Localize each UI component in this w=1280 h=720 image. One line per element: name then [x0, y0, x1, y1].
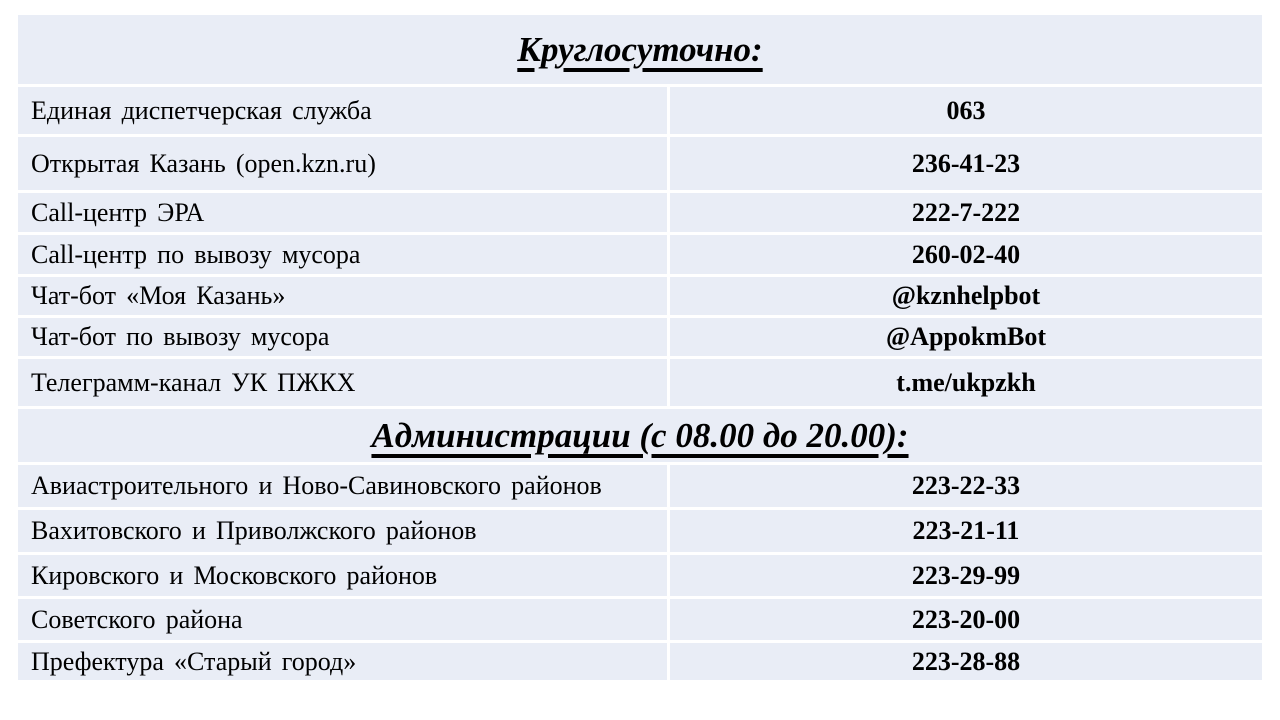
phone-number: 260-02-40 — [670, 235, 1262, 274]
service-row — [18, 137, 1262, 193]
phone-number: 223-29-99 — [670, 555, 1262, 596]
service-row — [18, 359, 1262, 409]
phone-number: 223-20-00 — [670, 599, 1262, 640]
service-name: Кировского и Московского районов — [18, 555, 670, 596]
phone-number: 223-22-33 — [670, 465, 1262, 507]
phone-number: 222-7-222 — [670, 193, 1262, 232]
service-row — [18, 318, 1262, 359]
phone-number: 223-21-11 — [670, 510, 1262, 552]
service-name: Вахитовского и Приволжского районов — [18, 510, 670, 552]
section-header-text: Администрации (с 08.00 до 20.00): — [371, 415, 909, 455]
service-row — [18, 510, 1262, 555]
service-row — [18, 277, 1262, 318]
phone-number: 236-41-23 — [670, 137, 1262, 190]
phone-number: 223-28-88 — [670, 643, 1262, 680]
service-name: Call-центр по вывозу мусора — [18, 235, 670, 274]
service-row — [18, 87, 1262, 137]
service-name: Телеграмм-канал УК ПЖКХ — [18, 359, 670, 406]
section-header — [18, 15, 1262, 87]
service-name: Единая диспетчерская служба — [18, 87, 670, 134]
service-row — [18, 599, 1262, 643]
service-row — [18, 465, 1262, 510]
service-name: Префектура «Старый город» — [18, 643, 670, 680]
section-header — [18, 409, 1262, 465]
service-row — [18, 643, 1262, 683]
phone-number: 063 — [670, 87, 1262, 134]
service-name: Чат-бот по вывозу мусора — [18, 318, 670, 356]
service-name: Чат-бот «Моя Казань» — [18, 277, 670, 315]
service-row — [18, 555, 1262, 599]
section-header-text: Круглосуточно: — [517, 29, 763, 69]
phone-table — [18, 15, 1262, 683]
phone-number: @AppokmBot — [670, 318, 1262, 356]
phone-number: @kznhelpbot — [670, 277, 1262, 315]
service-name: Call-центр ЭРА — [18, 193, 670, 232]
phone-number: t.me/ukpzkh — [670, 359, 1262, 406]
service-name: Советского района — [18, 599, 670, 640]
service-name: Открытая Казань (open.kzn.ru) — [18, 137, 670, 190]
service-row — [18, 193, 1262, 235]
service-name: Авиастроительного и Ново-Савиновского районов — [18, 465, 670, 507]
service-row — [18, 235, 1262, 277]
